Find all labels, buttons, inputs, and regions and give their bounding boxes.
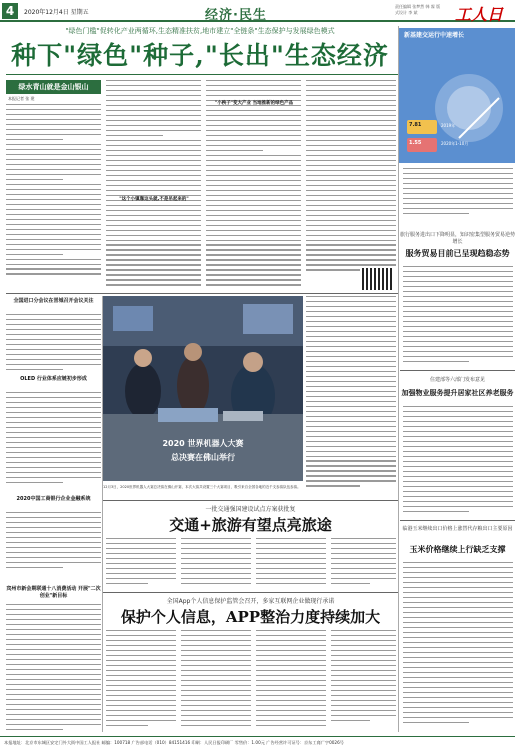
middle-story-kicker: 一批交通强国建设试点方案获批复 — [205, 506, 296, 513]
lead-headline: 种下"绿色"种子,"长出"生态经济 — [11, 41, 389, 70]
left-story-3-body — [6, 512, 101, 582]
middle-story-divider — [103, 500, 398, 501]
robot-competition-photo — [103, 296, 303, 481]
editor-credits: 责任编辑 张梦然 韩 霖 版式设计 李 斌 — [395, 4, 441, 15]
photo-overlay-line-1: 2020 世界机器人大赛 — [162, 439, 244, 448]
infographic-value-2: 1.55 — [409, 140, 422, 146]
section-title: 经济·民生 — [205, 8, 267, 23]
right-story-2-kicker: 住建部等六部门发布意见 — [429, 377, 485, 383]
right-story-3-kicker: 临港玉米继续出口价格上涨替代存粮出口主要原因 — [402, 526, 513, 532]
lead-subhead-1: "小秧子"变大产业 当地推新的绿色产品 — [214, 101, 294, 106]
photo-caption: 12月3日，2020世界机器人大赛总决赛在佛山开赛，本次大赛共设置三个大赛项目，吸引来自全国各地的近千支参赛队伍参赛。 — [103, 485, 301, 489]
page-number: 4 — [2, 3, 18, 19]
page-date: 2020年12月4日 星期五 — [24, 9, 89, 16]
bottom-story-divider — [103, 592, 398, 593]
right-divider-2 — [400, 520, 515, 521]
left-story-3-title: 2020中国工商银行企业金融系统 — [16, 496, 91, 502]
section-divider — [6, 293, 398, 294]
infographic-panel — [399, 28, 515, 163]
bottom-body-col-4 — [331, 630, 396, 732]
lead-body-column-3 — [206, 80, 301, 290]
page-footer: 本报地址：北京市东城区安定门外大街中国工人报社 邮编：100718 广告部电话（010）84151416 印刷：人民日报印刷厂 零售价：1.00元 广告经营许可证号：京东工商广字0026号 — [0, 736, 515, 748]
lead-kicker: "绿色门槛"促转化产业两循环,生态精准扶贫,地市建立"全链条"生态保护与发展绿色模式 — [65, 27, 335, 35]
bottom-body-col-2 — [181, 630, 251, 732]
left-story-1-title: 全国进口分会议在晋城召开会议关注 — [13, 298, 94, 304]
photo-overlay-line-2: 总决赛在佛山举行 — [171, 453, 235, 462]
lead-body-column-5 — [306, 296, 396, 496]
left-story-4-title: 宾州市新会期联通十八消费活动 开展"二次创业"新目标 — [6, 586, 101, 599]
middle-body-col-3 — [256, 538, 326, 588]
infographic-year-2: 2020年1-10月 — [441, 141, 469, 146]
middle-body-col-1 — [106, 538, 176, 588]
qr-code-icon — [362, 268, 394, 290]
right-story-2-headline: 加强物业服务提升居家社区养老服务 — [401, 388, 514, 397]
bottom-story-headline: 保护个人信息，APP整治力度持续加大 — [120, 608, 381, 626]
right-intro-body — [403, 168, 513, 228]
middle-body-col-4 — [331, 538, 396, 588]
left-story-4-body — [6, 604, 101, 732]
infographic-year-1: 2019年 — [441, 123, 456, 128]
middle-body-col-2 — [181, 538, 251, 588]
left-story-1-body — [6, 314, 101, 374]
right-divider-1 — [400, 370, 515, 371]
right-story-1-headline: 服务贸易目前已呈现趋稳态势 — [405, 248, 510, 258]
bottom-body-col-1 — [106, 630, 176, 732]
lead-divider — [6, 74, 398, 75]
lead-body-column-4 — [306, 80, 396, 290]
newspaper-logo: 工人日 — [455, 5, 504, 24]
lead-sub-banner: 绿水青山就是金山银山 — [6, 80, 101, 94]
infographic-title: 新基建交运行中速增长 — [404, 32, 465, 39]
right-story-3-headline: 玉米价格继续上行缺乏支撑 — [409, 544, 506, 554]
left-story-2-title: OLED 行业体系应链初步形成 — [20, 376, 87, 382]
right-story-2-body — [403, 406, 513, 516]
left-story-2-body — [6, 392, 101, 492]
lead-credit: 本报记者 张 建 — [8, 96, 35, 101]
lead-body-column-1 — [6, 104, 101, 284]
bottom-story-kicker: 全国App个人信息保护监管会召开，多家互联网企业做现行承诺 — [166, 598, 335, 605]
lead-body-column-2 — [106, 80, 201, 290]
infographic-value-1: 7.81 — [409, 122, 422, 128]
bottom-body-col-3 — [256, 630, 326, 732]
right-story-3-body — [403, 562, 513, 732]
middle-story-headline: 交通+旅游有望点亮旅途 — [169, 516, 332, 534]
lead-subhead-2: "这个小镇靠这头就,不是吊起来的" — [119, 197, 189, 202]
right-story-1-body — [403, 266, 513, 366]
right-story-1-kicker: 旅行服务进出口下降明显，知识密集型服务贸易逆势增长 — [400, 232, 515, 245]
